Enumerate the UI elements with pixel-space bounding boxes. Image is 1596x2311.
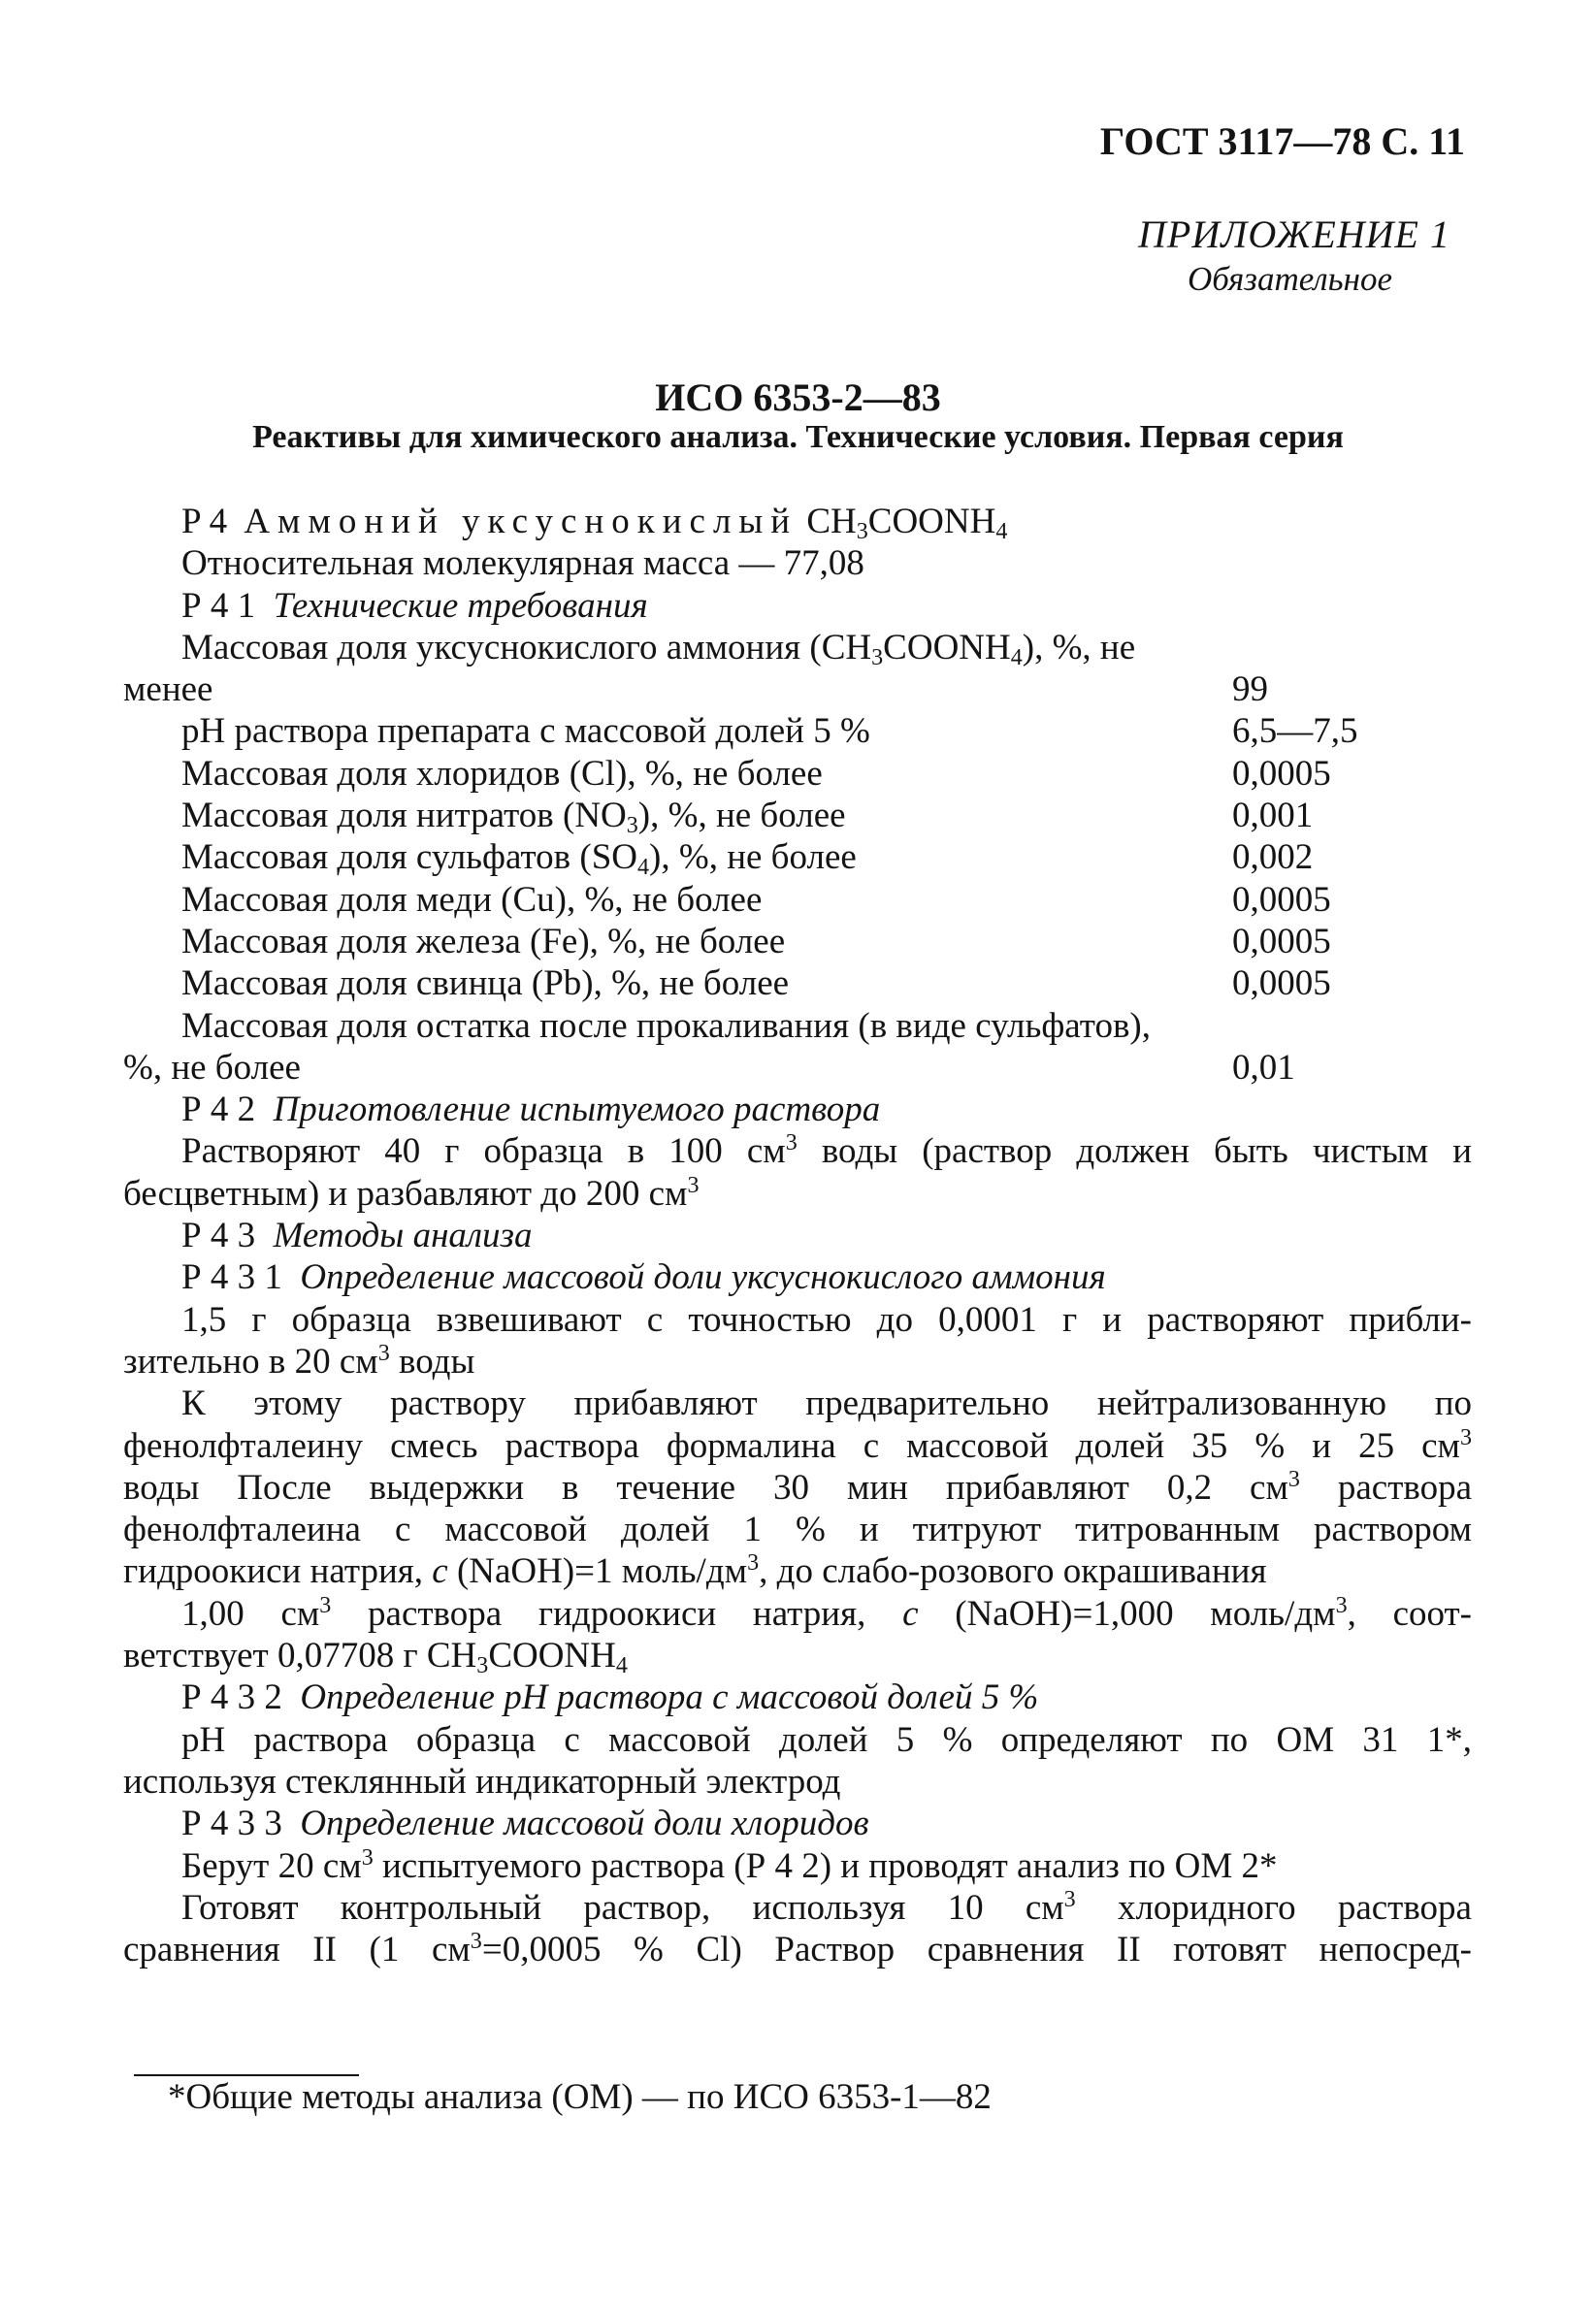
section-name: Аммоний уксуснокислый — [244, 502, 798, 541]
requirement-value: 0,002 — [1232, 837, 1314, 878]
requirement-value: 0,0005 — [1232, 879, 1331, 920]
footnote: *Общие методы анализа (ОМ) — по ИСО 6353-1—82 — [168, 2077, 992, 2117]
paragraph-line: фенолфталеину смесь раствора формалина с массовой долей 35 % и 25 $см^3$ — [123, 1424, 1472, 1466]
requirement-row: менее 99 — [123, 669, 1268, 710]
paragraph-line: зительно в 20 $см^3$ воды — [123, 1340, 475, 1382]
requirement-row — [123, 962, 1472, 1004]
requirement-label: Массовая доля нитратов $(NO_3)$, %, не более — [181, 796, 846, 839]
residue-line: Массовая доля остатка после прокаливания (в виде сульфатов), — [181, 1005, 1151, 1046]
requirement-row — [123, 921, 1472, 962]
paragraph-line: К этому раствору прибавляют предварительно нейтрализованную по — [181, 1383, 1472, 1424]
requirement-label: Массовая доля сульфатов $(SO_4)$, %, не более — [181, 837, 857, 881]
requirement-row — [123, 795, 1472, 839]
section-heading — [123, 501, 1472, 542]
requirement-label: Массовая доля железа (Fe), %, не более — [181, 921, 786, 961]
doc-code: ИСО 6353-2—83 — [655, 375, 941, 419]
paragraph-line: Готовят контрольный раствор, используя 10 $см^3$ хлоридного раствора — [181, 1886, 1472, 1928]
clause-heading: Р 4 3 3 Определение массовой доли хлоридов — [181, 1804, 869, 1844]
paragraph-line: Растворяют 40 г образца в 100 $см^3$ воды (раствор должен быть чистым и — [181, 1130, 1472, 1172]
clause-heading: Р 4 1 Технические требования — [181, 585, 648, 626]
doc-title: Реактивы для химического анализа. Технические условия. Первая серия — [252, 419, 1344, 455]
clause-heading: Р 4 2 Приготовление испытуемого раствора — [181, 1090, 881, 1130]
requirement-label: Массовая доля меди (Cu), %, не более — [181, 879, 763, 920]
paragraph-line: бесцветным) и разбавляют до 200 $см^3$ — [123, 1172, 700, 1214]
requirement-label: Массовая доля хлоридов (Cl), %, не более — [181, 753, 823, 794]
requirement-lead: Массовая доля уксуснокислого аммония $(CH_3COONH_4)$, %, не — [181, 627, 1136, 670]
section-number: Р4 — [181, 502, 236, 541]
document-body — [123, 501, 1472, 1970]
molar-mass: Относительная молекулярная масса — 77,08 — [181, 543, 864, 584]
clause-heading: Р 4 3 1 Определение массовой доли уксуснокислого аммония — [181, 1257, 1106, 1298]
requirement-value: 0,001 — [1232, 796, 1314, 836]
appendix-title: ПРИЛОЖЕНИЕ 1 — [1138, 212, 1450, 256]
requirement-row — [123, 710, 1472, 752]
appendix-status: Обязательное — [1188, 260, 1392, 298]
requirement-row — [123, 879, 1472, 921]
requirement-value: 6,5—7,5 — [1232, 711, 1358, 752]
paragraph-line: воды После выдержки в течение 30 мин прибавляют 0,2 $см^3$ раствора — [123, 1466, 1473, 1508]
requirement-row: %, не более 0,01 — [123, 1047, 1295, 1088]
paragraph-line: pH раствора образца с массовой долей 5 % определяют по ОМ 31 1*, — [181, 1719, 1472, 1760]
page-header: ГОСТ 3117—78 С. 11 — [1099, 119, 1465, 163]
section-formula: $CH_3COONH_4$ — [806, 502, 1008, 544]
clause-heading: Р 4 3 Методы анализа — [181, 1216, 533, 1256]
requirement-value: 0,0005 — [1232, 753, 1331, 794]
paragraph-line: гидроокиси натрия, c (NaOH)=1 моль/$дм^3$, до слабо-розового окрашивания — [123, 1550, 1267, 1592]
paragraph-line: ветствует 0,07708 г $CH_3COONH_4$ — [123, 1636, 628, 1679]
requirement-label: Массовая доля свинца (Pb), %, не более — [181, 963, 790, 1004]
paragraph-line: 1,00 $см^3$ раствора гидроокиси натрия, c (NaOH)=1,000 моль/$дм^3$, соот- — [181, 1592, 1472, 1634]
paragraph-line: фенолфталеина с массовой долей 1 % и титруют титрованным раствором — [123, 1510, 1472, 1550]
paragraph-line: 1,5 г образца взвешивают с точностью до 0,0001 г и растворяют прибли- — [181, 1299, 1472, 1340]
requirement-row — [123, 836, 1472, 881]
requirement-label: pH раствора препарата с массовой долей 5 % — [181, 711, 870, 752]
paragraph-line: используя стеклянный индикаторный электрод — [123, 1761, 841, 1802]
requirement-row — [123, 753, 1472, 795]
requirement-value: 0,0005 — [1232, 963, 1331, 1004]
clause-heading: Р 4 3 2 Определение pH раствора с массовой долей 5 % — [181, 1677, 1039, 1718]
paragraph-line: сравнения II (1 $см^3=0,0005$ % Cl) Раствор сравнения II готовят непосред- — [123, 1928, 1472, 1970]
requirement-value: 0,0005 — [1232, 921, 1331, 961]
paragraph-line: Берут 20 $см^3$ испытуемого раствора (Р 4 2) и проводят анализ по ОМ 2* — [181, 1844, 1278, 1886]
